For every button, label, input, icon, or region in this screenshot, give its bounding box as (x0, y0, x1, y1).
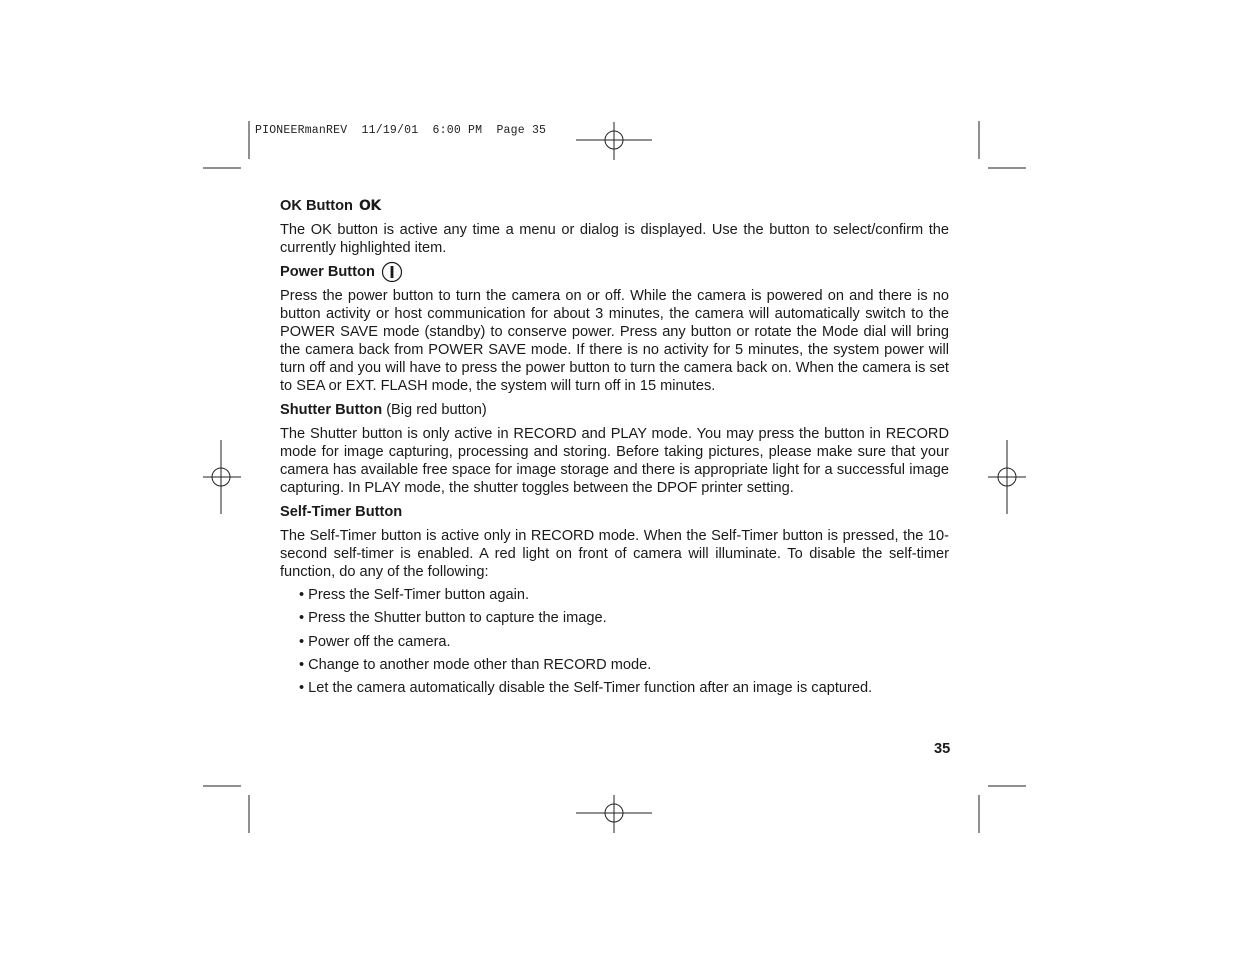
list-item-text: Press the Self-Timer button again. (308, 587, 530, 603)
self-timer-button-heading-text: Self-Timer Button (280, 504, 403, 520)
manual-content (280, 196, 949, 702)
power-button-heading-text: Power Button (280, 264, 375, 280)
list-item (299, 656, 949, 674)
list-item (299, 586, 949, 604)
bullet-icon: • (299, 680, 305, 697)
ok-button-heading (280, 196, 949, 216)
bullet-icon: • (299, 610, 305, 627)
ok-button-description: The OK button is active any time a menu or dialog is displayed. Use the button to select/confirm the currently highlighted item. (280, 222, 949, 256)
self-timer-button-description: The Self-Timer button is active only in RECORD mode. When the Self-Timer button is pressed, the 10-second self-timer is enabled. A red light on front of camera will illuminate. To disable the self-timer function, do any of the following: (280, 528, 949, 580)
self-timer-disable-list (280, 586, 949, 697)
shutter-button-description: The Shutter button is only active in RECORD and PLAY mode. You may press the button in RECORD mode for image capturing, processing and storing. Before taking pictures, please make sure that your camera has available free space for image storage and there is appropriate light for a successful image capturing. In PLAY mode, the shutter toggles between the DPOF printer setting. (280, 426, 949, 496)
registration-mark-right (988, 440, 1026, 514)
self-timer-button-heading (280, 502, 949, 522)
registration-mark-bottom (576, 795, 652, 833)
power-button-heading (280, 262, 949, 282)
registration-mark-top (576, 122, 652, 160)
list-item-text: Press the Shutter button to capture the image. (308, 610, 607, 627)
list-item (299, 679, 949, 697)
power-button-description: Press the power button to turn the camera on or off. While the camera is powered on and there is no button activity or host communication for about 3 minutes, the camera will automatically switch to the POWER SAVE mode (standby) to conserve power. Press any button or rotate the Mode dial will bring the camera back from POWER SAVE mode. If there is no activity for 5 minutes, the system power will turn off and you will have to press the power button to turn the camera back on. When the camera is set to SEA or EXT. FLASH mode, the system will turn off in 15 minutes. (280, 288, 949, 394)
shutter-button-heading-suffix: (Big red button) (382, 402, 487, 418)
list-item-text: Let the camera automatically disable the Self-Timer function after an image is captured. (308, 680, 873, 697)
ok-button-heading-text: OK Button (280, 198, 353, 214)
page-number: 35 (934, 741, 951, 757)
bullet-icon: • (299, 587, 305, 603)
bullet-icon: • (299, 656, 305, 673)
list-item (299, 609, 949, 627)
shutter-button-heading (280, 400, 949, 420)
registration-mark-left (203, 440, 241, 514)
bullet-icon: • (299, 633, 305, 650)
power-icon (381, 261, 403, 283)
ok-icon (359, 197, 381, 215)
list-item-text: Power off the camera. (308, 633, 451, 650)
list-item (299, 633, 949, 651)
print-slug: PIONEERmanREV 11/19/01 6:00 PM Page 35 (255, 124, 547, 137)
list-item-text: Change to another mode other than RECORD mode. (308, 656, 652, 673)
shutter-button-heading-text: Shutter Button (280, 402, 383, 418)
ok-icon-label: OK (358, 198, 381, 214)
